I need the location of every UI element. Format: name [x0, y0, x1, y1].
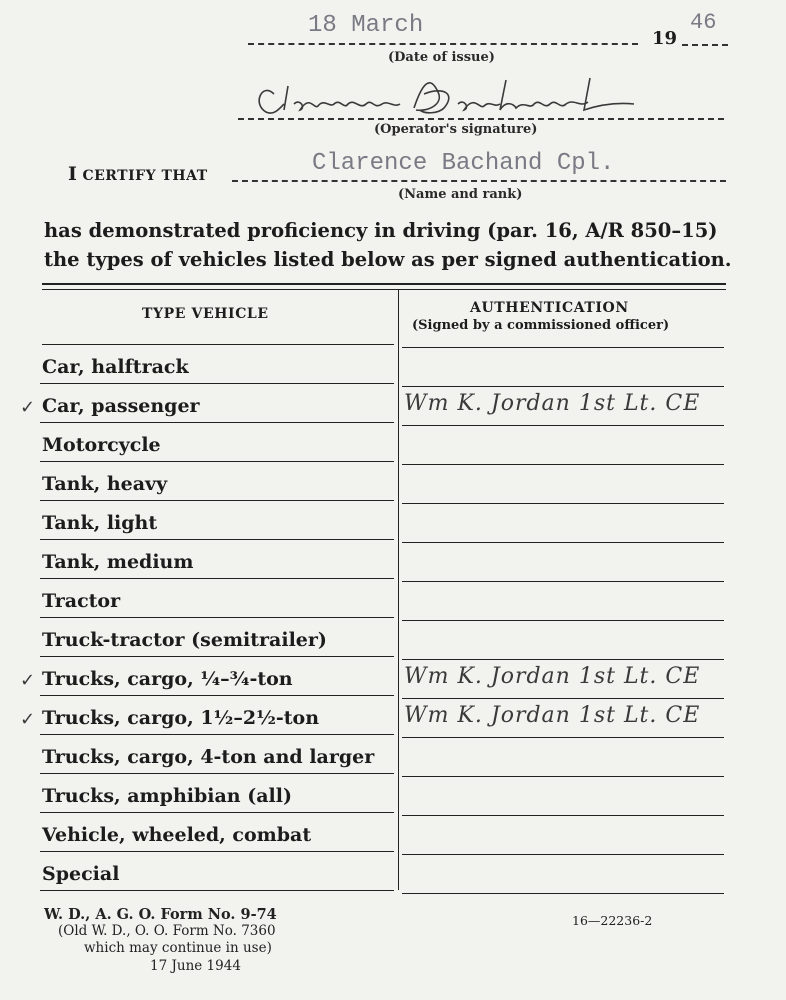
header-rule-right — [402, 347, 724, 348]
check-mark-icon: ✓ — [20, 397, 36, 418]
row-rule-left — [40, 890, 394, 891]
row-rule-right — [402, 737, 724, 738]
year-suffix: 46 — [690, 10, 717, 35]
vehicle-type-label: Special — [42, 863, 120, 885]
certify-label-initial: I — [68, 163, 77, 185]
form-number: W. D., A. G. O. Form No. 9-74 — [44, 906, 277, 923]
row-rule-right — [402, 581, 724, 582]
vehicle-type-label: Car, passenger — [42, 395, 200, 417]
vehicle-type-label: Tractor — [42, 590, 121, 612]
vehicle-type-label: Car, halftrack — [42, 356, 189, 378]
statement-line-1: has demonstrated proficiency in driving (par. 16, A/R 850–15) — [44, 219, 718, 242]
row-rule-right — [402, 503, 724, 504]
name-and-rank-caption: (Name and rank) — [398, 187, 523, 202]
vehicle-type-label: Tank, heavy — [42, 473, 168, 495]
year-underline — [682, 44, 728, 46]
vehicle-type-label: Trucks, cargo, ¼–¾-ton — [42, 668, 293, 690]
row-rule-right — [402, 464, 724, 465]
row-rule-left — [40, 422, 394, 423]
print-code: 16—22236-2 — [572, 913, 653, 928]
form-old-number: (Old W. D., O. O. Form No. 7360 — [58, 923, 276, 939]
table-top-rule — [42, 283, 726, 285]
form-continue-note: which may continue in use) — [84, 940, 272, 956]
operator-signature-caption: (Operator's signature) — [374, 122, 538, 137]
row-rule-left — [40, 656, 394, 657]
operator-signature-graphic — [244, 64, 644, 124]
row-rule-left — [40, 851, 394, 852]
name-underline — [232, 180, 726, 182]
authentication-header: AUTHENTICATION — [470, 300, 629, 316]
vehicle-type-label: Trucks, amphibian (all) — [42, 785, 292, 807]
certify-label — [68, 163, 208, 185]
vehicle-type-label: Motorcycle — [42, 434, 161, 456]
date-underline — [248, 43, 638, 45]
year-prefix: 19 — [652, 28, 678, 49]
date-of-issue-caption: (Date of issue) — [388, 50, 495, 65]
row-rule-left — [40, 500, 394, 501]
operator-signature-underline — [238, 118, 724, 120]
vehicle-type-label: Tank, medium — [42, 551, 194, 573]
row-rule-right — [402, 542, 724, 543]
statement-line-2: the types of vehicles listed below as per signed authentication. — [44, 248, 732, 271]
check-mark-icon: ✓ — [20, 670, 36, 691]
check-mark-icon: ✓ — [20, 709, 36, 730]
row-rule-left — [40, 383, 394, 384]
row-rule-right — [402, 698, 724, 699]
row-rule-right — [402, 815, 724, 816]
row-rule-left — [40, 539, 394, 540]
row-rule-left — [40, 578, 394, 579]
header-rule-left — [42, 344, 394, 345]
row-rule-right — [402, 893, 724, 894]
row-rule-right — [402, 659, 724, 660]
row-rule-right — [402, 776, 724, 777]
table-column-divider — [398, 290, 399, 890]
row-rule-left — [40, 812, 394, 813]
row-rule-left — [40, 617, 394, 618]
row-rule-left — [40, 695, 394, 696]
officer-signature: Wm K. Jordan 1st Lt. CE — [404, 391, 701, 416]
row-rule-left — [40, 773, 394, 774]
row-rule-right — [402, 425, 724, 426]
vehicle-type-label: Trucks, cargo, 1½–2½-ton — [42, 707, 320, 729]
row-rule-right — [402, 620, 724, 621]
authentication-subheader: (Signed by a commissioned officer) — [412, 318, 670, 333]
row-rule-left — [40, 734, 394, 735]
row-rule-right — [402, 386, 724, 387]
officer-signature: Wm K. Jordan 1st Lt. CE — [404, 703, 701, 728]
type-vehicle-header: TYPE VEHICLE — [142, 306, 269, 322]
date-of-issue-value: 18 March — [308, 12, 424, 39]
officer-signature: Wm K. Jordan 1st Lt. CE — [404, 664, 701, 689]
vehicle-type-label: Trucks, cargo, 4-ton and larger — [42, 746, 375, 768]
vehicle-type-label: Tank, light — [42, 512, 158, 534]
row-rule-left — [40, 461, 394, 462]
vehicle-type-label: Vehicle, wheeled, combat — [42, 824, 312, 846]
certify-label-smallcaps: CERTIFY THAT — [82, 168, 208, 184]
vehicle-type-label: Truck-tractor (semitrailer) — [42, 629, 327, 651]
table-top-rule-2 — [42, 289, 726, 290]
form-date: 17 June 1944 — [150, 958, 241, 974]
row-rule-right — [402, 854, 724, 855]
name-and-rank-value: Clarence Bachand Cpl. — [312, 150, 615, 177]
